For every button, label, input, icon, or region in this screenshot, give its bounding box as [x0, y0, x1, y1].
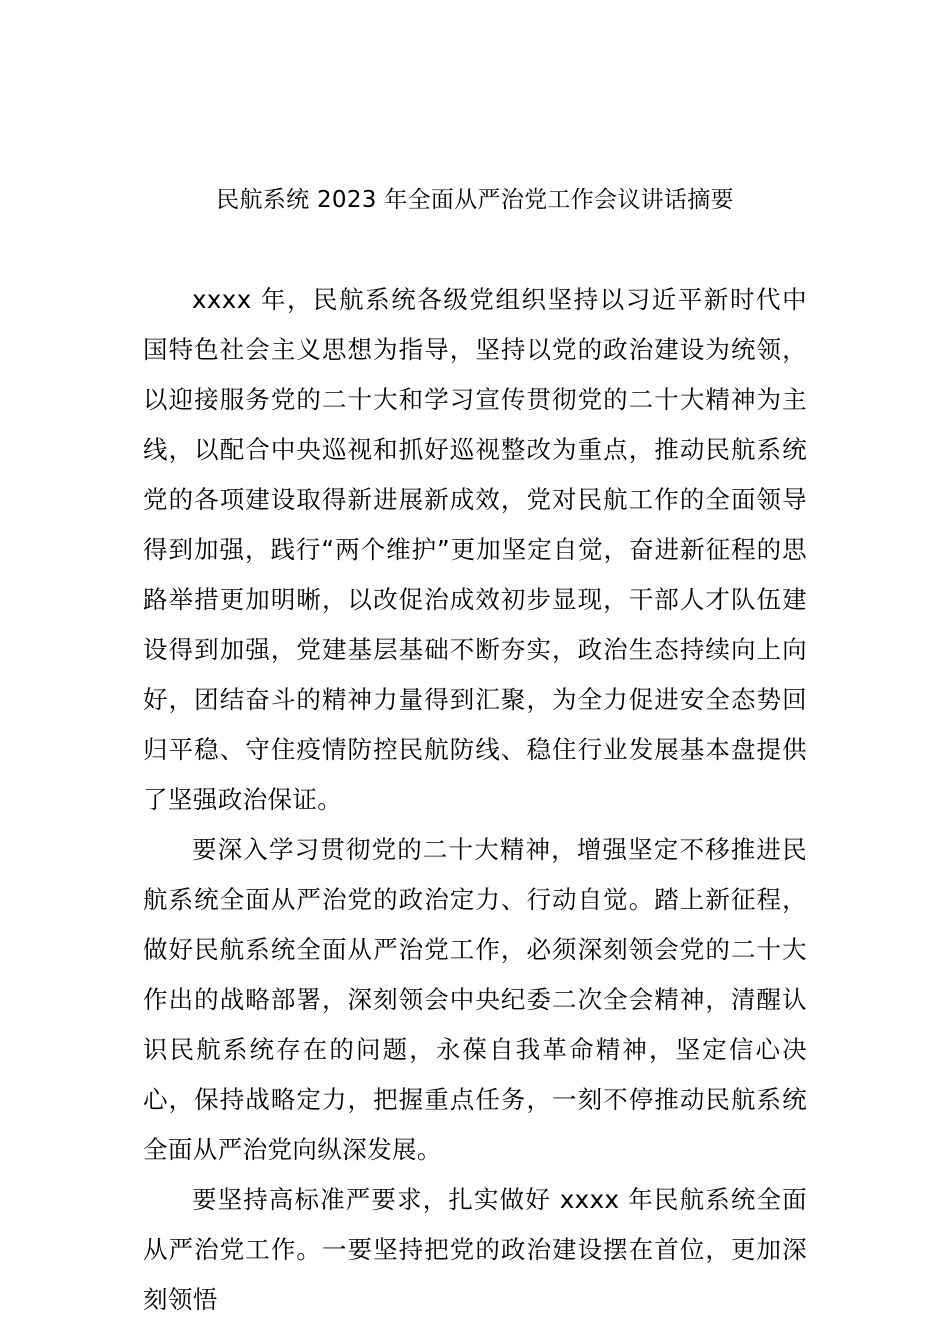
paragraph-3: 要坚持高标准严要求，扎实做好 xxxx 年民航系统全面从严治党工作。一要坚持把党的政治建设摆在首位，更加深刻领悟	[143, 1185, 807, 1314]
paragraph-2: 要深入学习贯彻党的二十大精神，增强坚定不移推进民航系统全面从严治党的政治定力、行动自觉。踏上新征程，做好民航系统全面从严治党工作，必须深刻领会党的二十大作出的战略部署，深刻领会中央纪委二次全会精神，清醒认识民航系统存在的问题，永葆自我革命精神，坚定信心决心，保持战略定力，把握重点任务，一刻不停推动民航系统全面从严治党向纵深发展。	[143, 835, 807, 1164]
document-body	[143, 275, 807, 1325]
paragraph-1: xxxx 年，民航系统各级党组织坚持以习近平新时代中国特色社会主义思想为指导，坚持以党的政治建设为统领，以迎接服务党的二十大和学习宣传贯彻党的二十大精神为主线，以配合中央巡视和抓好巡视整改为重点，推动民航系统党的各项建设取得新进展新成效，党对民航工作的全面领导得到加强，践行“两个维护”更加坚定自觉，奋进新征程的思路举措更加明晰，以改促治成效初步显现，干部人才队伍建设得到加强，党建基层基础不断夯实，政治生态持续向上向好，团结奋斗的精神力量得到汇聚，为全力促进安全态势回归平稳、守住疫情防控民航防线、稳住行业发展基本盘提供了坚强政治保证。	[143, 285, 807, 814]
document-title: 民航系统 2023 年全面从严治党工作会议讲话摘要	[216, 187, 734, 213]
